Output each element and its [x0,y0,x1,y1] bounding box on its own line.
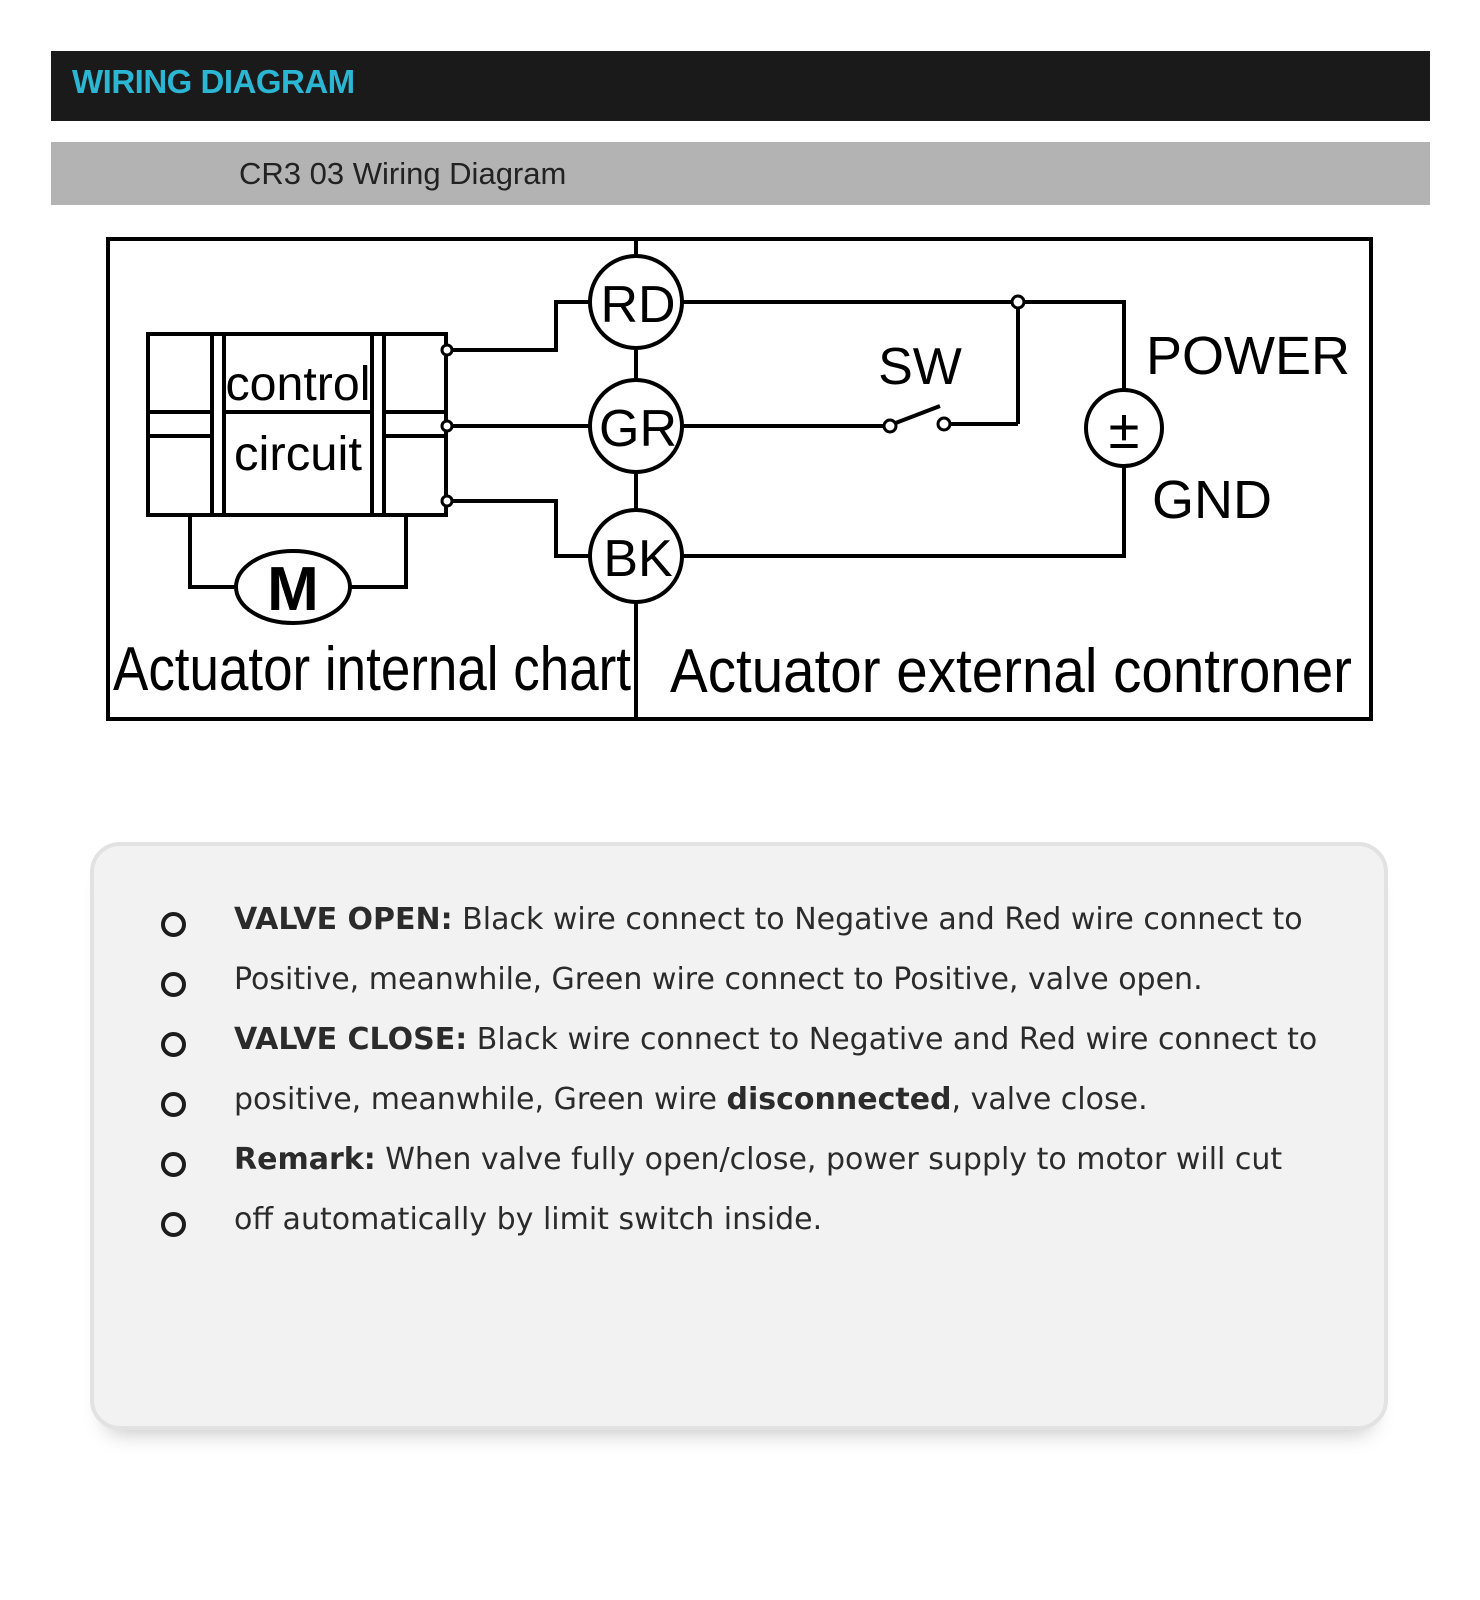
note-text: Positive, meanwhile, Green wire connect to Positive, valve open. [234,962,1203,997]
switch-label: SW [878,338,962,396]
power-label: POWER [1146,326,1351,386]
list-item [94,1136,1334,1196]
list-item [94,956,1334,1016]
internal-caption: Actuator internal chart [113,635,631,704]
bullet-circle-icon [161,972,186,997]
note-label: Remark: [234,1142,376,1177]
wiring-diagram [0,0,1480,760]
diagram-title: CR3 03 Wiring Diagram [239,156,567,191]
note-text: off automatically by limit switch inside. [234,1202,823,1237]
note-text: positive, meanwhile, Green wire [234,1082,727,1117]
list-item [94,1016,1334,1076]
notes-list [94,896,1334,1256]
page-title: WIRING DIAGRAM [72,63,355,100]
control-label: control [225,358,371,411]
list-item [94,1076,1334,1136]
note-emphasis: disconnected [726,1082,952,1117]
terminal-bk-label: BK [603,530,673,588]
note-label: VALVE OPEN: [234,902,453,937]
power-symbol: ± [1108,397,1140,460]
list-item [94,896,1334,956]
gnd-label: GND [1152,470,1272,530]
motor-label: M [267,555,319,624]
terminal-rd-label: RD [600,276,676,334]
note-text-tail: , valve close. [951,1082,1148,1117]
list-item [94,1196,1334,1256]
terminal-gr-label: GR [599,400,677,458]
bullet-circle-icon [161,1092,186,1117]
switch-contact [893,406,940,424]
external-caption: Actuator external controner [670,637,1352,706]
note-text: Black wire connect to Negative and Red wire connect to [467,1022,1318,1057]
note-text: Black wire connect to Negative and Red wire connect to [452,902,1303,937]
circuit-label-text: circuit [234,428,362,481]
note-text: When valve fully open/close, power supply to motor will cut [375,1142,1283,1177]
bullet-circle-icon [161,912,186,937]
notes-card [90,842,1388,1430]
bullet-circle-icon [161,1152,186,1177]
bullet-circle-icon [161,1212,186,1237]
note-label: VALVE CLOSE: [234,1022,468,1057]
bullet-circle-icon [161,1032,186,1057]
